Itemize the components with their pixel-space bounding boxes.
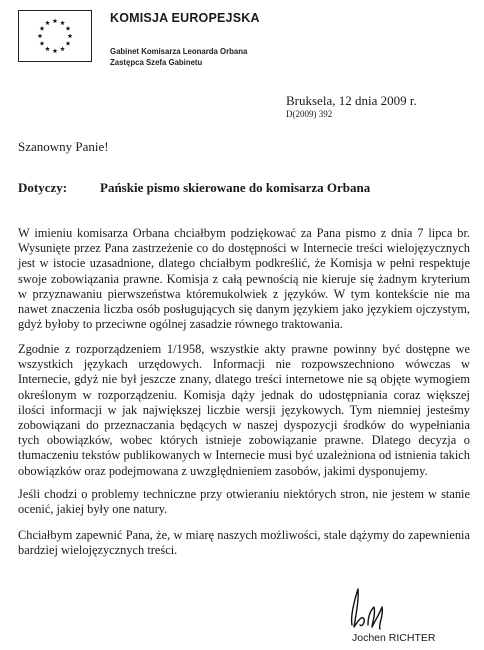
subject-label: Dotyczy: [18, 180, 68, 195]
department-name: Gabinet Komisarza Leonarda Orbana [110, 47, 248, 56]
subject-text: Pańskie pismo skierowane do komisarza Orbana [100, 180, 371, 195]
body-paragraph-1: W imieniu komisarza Orbana chciałbym podziękować za Pana pismo z dnia 7 lipca br. Wysunięte przez Pana zastrzeżenie co do dostępności w Internecie treści wielojęzycznych jest w istocie uzasadnione, dlatego chciałbym podkreślić, że Komisja w pełni respektuje swoje zobowiązania prawne. Komisja z całą pewnością nie kieruje się żadnym kryterium w przyznawaniu pierwszeństwa któremukolwiek z języków. W tym kontekście nie ma nawet znaczenia liczba osób posługujących się danym językiem jako językiem ojczystym, gdyż byłoby to przeciwne ogólnej zasadzie równego traktowania. [18, 226, 470, 332]
body-paragraph-4: Chciałbym zapewnić Pana, że, w miarę naszych możliwości, stale dążymy do zapewnienia bardziej wielojęzycznych treści. [18, 528, 470, 558]
position-title: Zastępca Szefa Gabinetu [110, 58, 203, 67]
signer-name: Jochen RICHTER [352, 632, 436, 644]
body-paragraph-3: Jeśli chodzi o problemy techniczne przy otwieraniu niektórych stron, nie jestem w stanie ocenić, jakiej były one natury. [18, 487, 470, 517]
handwritten-signature [338, 585, 398, 635]
organization-name: KOMISJA EUROPEJSKA [110, 11, 260, 25]
eu-flag-icon [18, 10, 92, 62]
reference-number: D(2009) 392 [286, 109, 333, 119]
place-date: Bruksela, 12 dnia 2009 r. [286, 93, 417, 108]
salutation: Szanowny Panie! [18, 139, 109, 154]
body-paragraph-2: Zgodnie z rozporządzeniem 1/1958, wszystkie akty prawne powinny być dostępne we wszystkich językach urzędowych. Informacji nie rozpowszechniono wówczas w Internecie, gdyż nie był jeszcze znany, dlatego treści internetowe nie są objęte wymogiem określonym w rozporządzeniu. Komisja dąży jednak do udostępniania coraz większej ilości informacji w jak największej liczbie wersji językowych. Tym niemniej jesteśmy zobowiązani do przeznaczania będących w naszej dyspozycji środków do wypełniania tych obowiązków, wobec których istnieje zobowiązanie prawne. Dlatego decyzja o tłumaczeniu tekstów publikowanych w Internecie musi być uzależniona od istnienia takich obowiązków oraz podejmowana z uwzględnieniem zasobów, jakimi dysponujemy. [18, 342, 470, 478]
